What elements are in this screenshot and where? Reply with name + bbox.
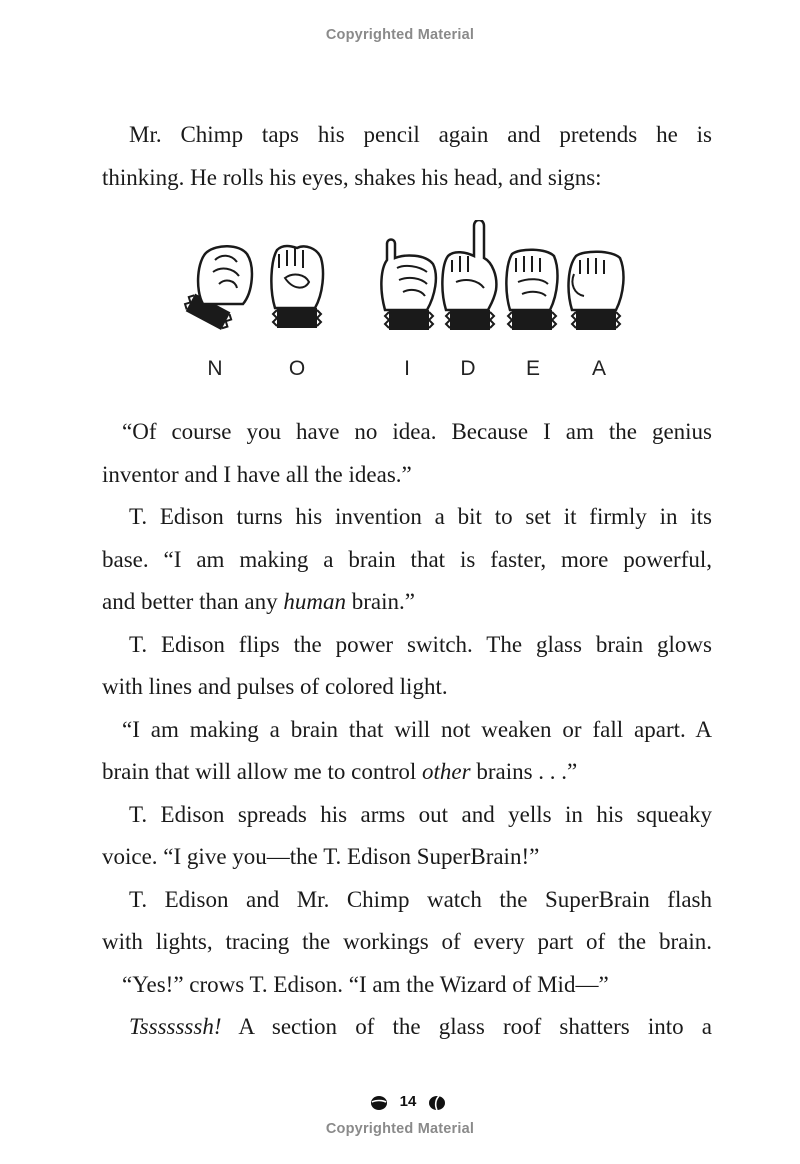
text-line: with lights, tracing the workings of every part of the brain.: [102, 929, 712, 954]
text-line: “Yes!” crows T. Edison. “I am the Wizard of Mid—”: [122, 971, 609, 997]
sign-language-illustration: [0, 220, 800, 350]
emphasis-text: Tsssssssh!: [129, 1014, 222, 1039]
sign-letter: N: [207, 357, 223, 380]
sign-letter: D: [460, 357, 476, 380]
text-line: Mr. Chimp taps his pencil again and pretends he is: [129, 122, 712, 147]
text-run: brain that will allow me to control: [102, 759, 423, 784]
sign-letter: E: [525, 357, 540, 380]
hand-sign-i-icon: [381, 240, 436, 331]
text-line: T. Edison and Mr. Chimp watch the SuperBrain flash: [129, 886, 712, 912]
copyright-footer: Copyrighted Material: [325, 1121, 475, 1137]
page-number: 14: [399, 1093, 417, 1110]
text-line: “I am making a brain that will not weaken or fall apart. A: [122, 716, 712, 742]
text-run: brain.”: [346, 589, 415, 614]
text-line: inventor and I have all the ideas.”: [102, 461, 412, 487]
brain-left-icon: [370, 1094, 388, 1112]
text-run: and better than any: [102, 589, 284, 614]
text-line: base. “I am making a brain that is faster, more powerful,: [102, 546, 712, 572]
text-line: voice. “I give you—the T. Edison SuperBrain!”: [102, 844, 540, 869]
body-text: [102, 411, 712, 1049]
sign-letters: [0, 357, 800, 387]
sign-letter: O: [288, 357, 306, 380]
hand-sign-n-icon: [182, 246, 252, 332]
text-line: thinking. He rolls his eyes, shakes his head, and signs:: [102, 164, 602, 190]
text-run: A section of the glass roof shatters into a: [221, 1014, 712, 1039]
text-line: [102, 751, 712, 794]
text-line: T. Edison spreads his arms out and yells in his squeaky: [129, 801, 712, 827]
text-run: brains . . .”: [470, 759, 578, 784]
emphasis-text: human: [283, 589, 346, 614]
paragraph-1: [102, 114, 712, 199]
emphasis-text: other: [422, 759, 471, 784]
sign-letter: I: [404, 357, 410, 380]
sign-letter: A: [591, 357, 606, 380]
text-line: [102, 581, 712, 624]
hand-sign-e-icon: [506, 250, 557, 330]
brain-right-icon: [428, 1094, 446, 1112]
hand-sign-d-icon: [442, 220, 496, 330]
copyright-header: Copyrighted Material: [325, 27, 475, 43]
text-line: “Of course you have no idea. Because I am the genius: [122, 419, 712, 444]
hand-sign-a-icon: [569, 252, 624, 330]
text-line: with lines and pulses of colored light.: [102, 674, 448, 699]
hand-sign-o-icon: [271, 246, 323, 328]
text-line: T. Edison flips the power switch. The glass brain glows: [129, 631, 712, 657]
page-folio: [0, 1091, 800, 1115]
text-line: [102, 1006, 712, 1049]
text-line: T. Edison turns his invention a bit to set it firmly in its: [129, 504, 712, 529]
